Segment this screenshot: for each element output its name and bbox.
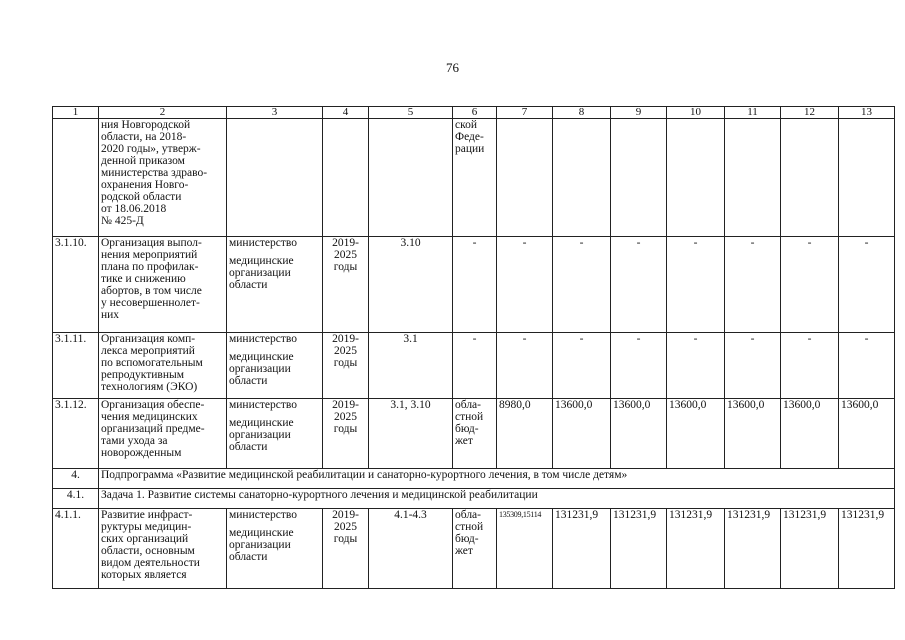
description-line: области, основным [101,545,195,557]
value-cell: 131231,9 [553,509,611,589]
value-cell: - [839,237,895,333]
period-line: 2025 [334,521,357,533]
row-number-cell: 4.1. [53,489,99,509]
period-line: годы [333,261,358,273]
description-line: охранения Новго- [101,179,189,191]
description-cell [99,237,227,333]
description-line: Развитие инфраст- [101,509,193,521]
executor-line: области [229,279,268,291]
period-line: годы [333,423,358,435]
description-line: Организация обеспе- [101,399,205,411]
executor-line: министерство [229,237,297,249]
period-line: 2019- [332,509,359,521]
table-row [53,509,895,589]
source-line: стной [455,411,484,423]
executor-line: области [229,441,268,453]
period-line: 2025 [334,249,357,261]
column-header: 11 [725,107,781,119]
description-line: от 18.06.2018 [101,203,167,215]
description-line: Организация комп- [101,333,196,345]
period-line: годы [333,533,358,545]
description-line: абортов, в том числе [101,285,202,297]
column-header: 3 [227,107,323,119]
row-number-cell: 3.1.12. [53,399,99,469]
indicator-cell: 3.1 [369,333,453,399]
executor-cell [227,333,323,399]
page-number: 76 [446,60,459,75]
period-cell [323,509,369,589]
source-line: обла- [455,509,481,521]
executor-line: министерство [229,399,297,411]
period-line: 2019- [332,237,359,249]
description-line: по вспомогательным [101,357,203,369]
value-cell: - [611,237,667,333]
indicator-cell: 3.1, 3.10 [369,399,453,469]
period-cell [323,399,369,469]
description-line: организаций предме- [101,423,205,435]
column-header: 2 [99,107,227,119]
program-table [52,106,895,589]
column-header: 5 [369,107,453,119]
value-cell: - [781,333,839,399]
period-cell [323,333,369,399]
task-row [53,489,895,509]
value-cell: 131231,9 [725,509,781,589]
value-cell: - [667,237,725,333]
source-cell: - [453,237,497,333]
description-line: тике и снижению [101,273,186,285]
description-line: родской области [101,191,182,203]
source-line: обла- [455,399,481,411]
column-header: 9 [611,107,667,119]
description-cell [99,399,227,469]
description-line: чения медицинских [101,411,198,423]
source-line: стной [455,521,484,533]
description-line: 2020 годы», утверж- [101,143,201,155]
description-line: лекса мероприятий [101,345,195,357]
description-line: руктуры медицин- [101,521,192,533]
description-line: технологиям (ЭКО) [101,381,198,393]
description-line: новорожденным [101,447,182,459]
value-cell: 13600,0 [611,399,667,469]
value-cell: 131231,9 [839,509,895,589]
description-line: у несовершеннолет- [101,297,200,309]
description-line: нения мероприятий [101,249,198,261]
value-cell: - [725,237,781,333]
executor-line: медицинские [229,255,294,267]
description-line: № 425-Д [101,215,144,227]
description-cell [99,119,227,237]
column-header: 8 [553,107,611,119]
value-cell: - [497,333,553,399]
executor-line: медицинские [229,351,294,363]
source-cell [453,119,497,237]
value-cell: 8980,0 [497,399,553,469]
executor-cell [227,399,323,469]
column-header: 6 [453,107,497,119]
period-line: 2025 [334,411,357,423]
period-line: 2019- [332,399,359,411]
indicator-cell: 4.1-4.3 [369,509,453,589]
description-line: репродуктивным [101,369,184,381]
description-line: тами ухода за [101,435,168,447]
value-cell: - [497,237,553,333]
value-cell: - [839,333,895,399]
value-cell: 13600,0 [781,399,839,469]
table-row-continuation [53,119,895,237]
period-line: 2019- [332,333,359,345]
value-cell: 135309,15114 [497,509,553,589]
value-cell: - [553,237,611,333]
source-line: жет [455,545,473,557]
executor-line: организации [229,539,291,551]
description-line: денной приказом [101,155,185,167]
executor-line: медицинские [229,417,294,429]
source-line: жет [455,435,473,447]
row-number-cell: 3.1.10. [53,237,99,333]
indicator-cell: 3.10 [369,237,453,333]
value-cell: 131231,9 [611,509,667,589]
column-number-row [53,107,895,119]
description-line: ния Новгородской [101,119,191,131]
column-header: 13 [839,107,895,119]
column-header: 4 [323,107,369,119]
executor-cell [227,509,323,589]
description-line: области, на 2018- [101,131,187,143]
description-cell [99,333,227,399]
value-cell: - [781,237,839,333]
value-cell: 131231,9 [781,509,839,589]
value-cell: 13600,0 [725,399,781,469]
row-number-cell: 4. [53,469,99,489]
task-title: Задача 1. Развитие системы санаторно-курортного лечения и медицинской реабилитации [99,489,895,509]
subprogram-row [53,469,895,489]
executor-line: министерство [229,333,297,345]
source-line: бюд- [455,423,479,435]
table-row [53,399,895,469]
value-cell: - [667,333,725,399]
row-number-cell [53,119,99,237]
executor-line: области [229,375,268,387]
description-line: которых является [101,569,187,581]
row-number-cell: 3.1.11. [53,333,99,399]
value-cell: 13600,0 [553,399,611,469]
column-header: 1 [53,107,99,119]
period-line: годы [333,357,358,369]
column-header: 10 [667,107,725,119]
column-header: 7 [497,107,553,119]
period-line: 2025 [334,345,357,357]
source-cell [453,509,497,589]
table-row [53,333,895,399]
executor-line: медицинские [229,527,294,539]
table-row [53,237,895,333]
value-cell: 131231,9 [667,509,725,589]
value-cell: 13600,0 [839,399,895,469]
value-cell: - [611,333,667,399]
source-line: бюд- [455,533,479,545]
value-cell: - [725,333,781,399]
executor-line: организации [229,267,291,279]
description-line: ских организаций [101,533,189,545]
source-line: Феде- [455,131,484,143]
executor-line: организации [229,363,291,375]
description-line: плана по профилак- [101,261,199,273]
source-line: ской [455,119,478,131]
executor-line: области [229,551,268,563]
source-cell: - [453,333,497,399]
description-cell [99,509,227,589]
source-line: рации [455,143,485,155]
executor-line: министерство [229,509,297,521]
row-number-cell: 4.1.1. [53,509,99,589]
period-cell [323,237,369,333]
column-header: 12 [781,107,839,119]
description-line: них [101,309,120,321]
description-line: Организация выпол- [101,237,202,249]
executor-cell [227,237,323,333]
executor-line: организации [229,429,291,441]
value-cell: - [553,333,611,399]
value-cell: 13600,0 [667,399,725,469]
description-line: видом деятельности [101,557,200,569]
subprogram-title: Подпрограмма «Развитие медицинской реабилитации и санаторно-курортного лечения, в том числе детям» [99,469,895,489]
source-cell [453,399,497,469]
description-line: министерства здраво- [101,167,208,179]
